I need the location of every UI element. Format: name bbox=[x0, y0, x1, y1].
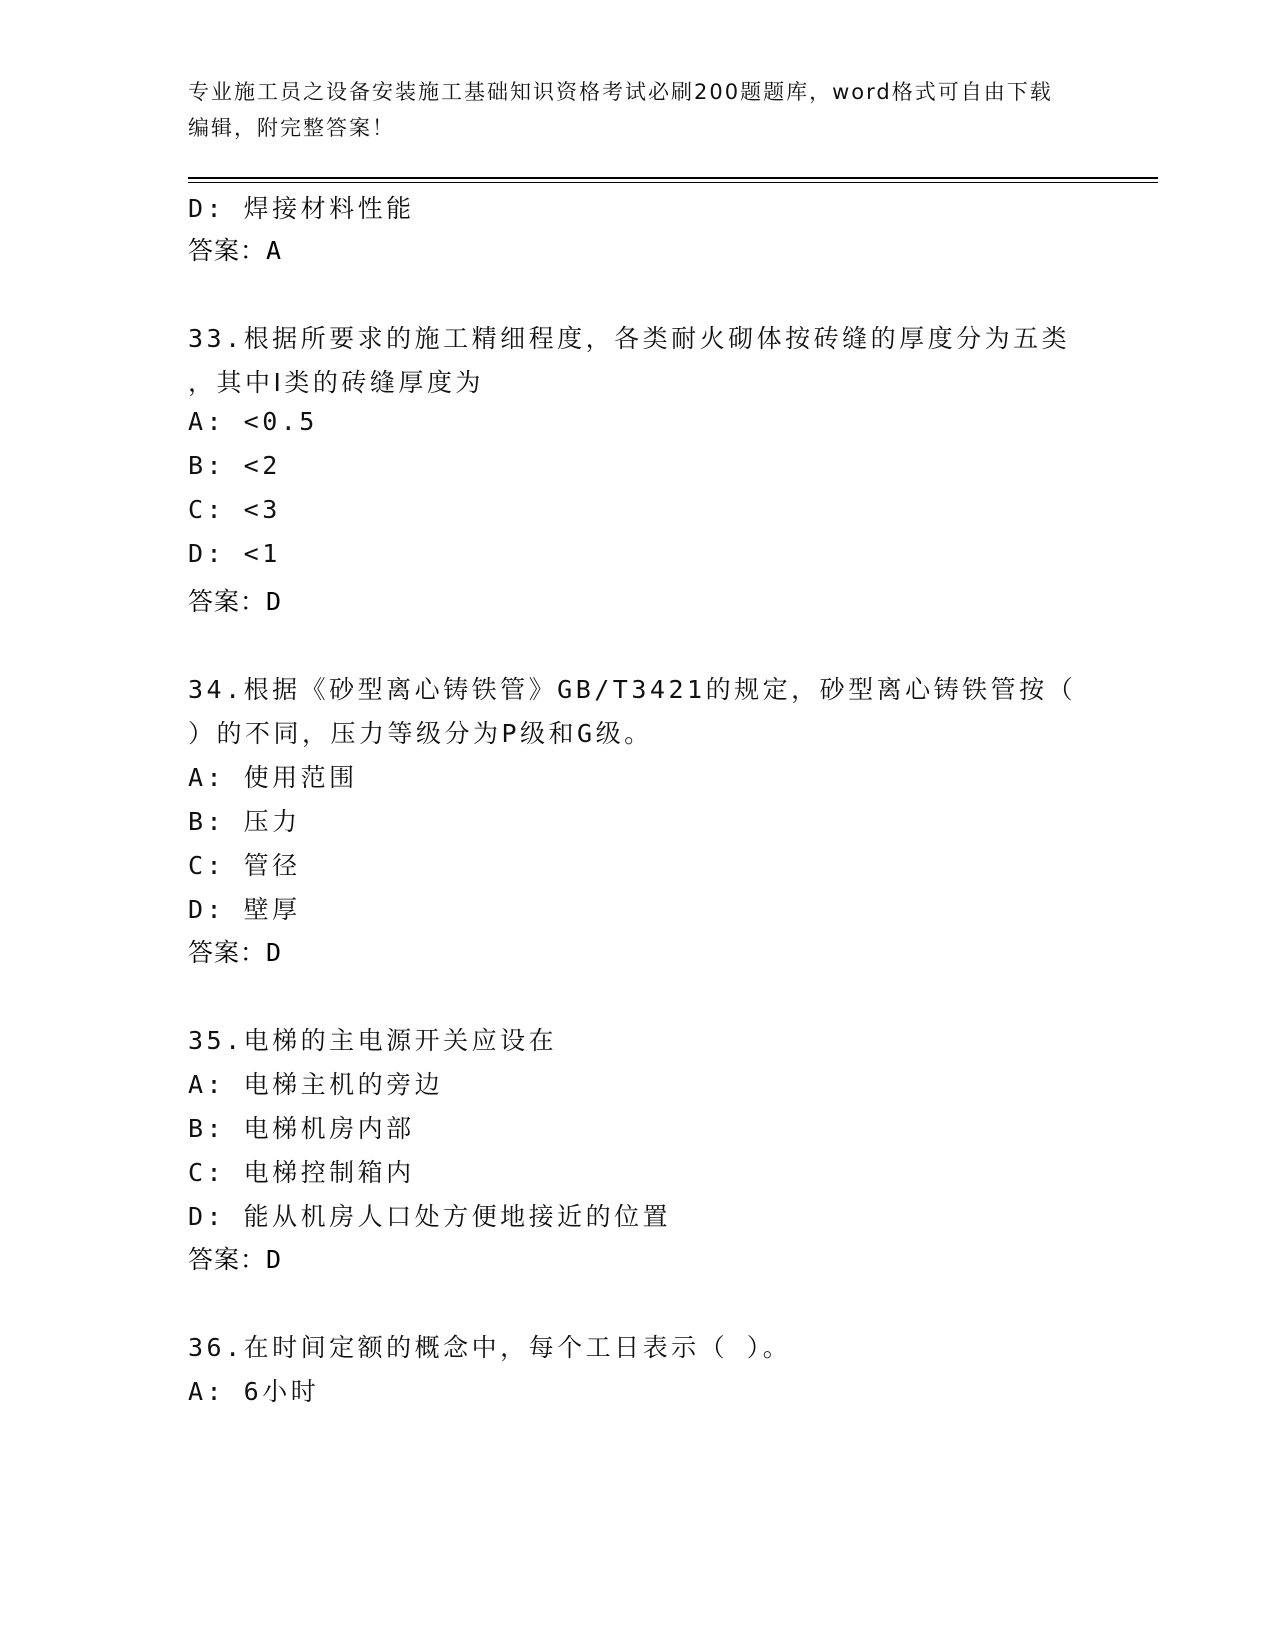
question-35-text: 35.电梯的主电源开关应设在 bbox=[188, 1026, 558, 1055]
answer-value: D bbox=[266, 938, 283, 967]
question-34-text-line-1: 34.根据《砂型离心铸铁管》GB/T3421的规定，砂型离心铸铁管按（ bbox=[188, 675, 1077, 704]
question-33-text-line-1: 33.根据所要求的施工精细程度，各类耐火砌体按砖缝的厚度分为五类 bbox=[188, 324, 1071, 353]
answer-value: A bbox=[266, 236, 283, 265]
header-rule-thick bbox=[188, 177, 1158, 179]
option-d: D: 焊接材料性能 bbox=[188, 194, 415, 223]
answer-label: 答案： bbox=[188, 1245, 267, 1274]
answer-label: 答案： bbox=[188, 938, 267, 967]
answer-line bbox=[188, 1240, 282, 1276]
option-a: A: 6小时 bbox=[188, 1377, 320, 1406]
header-rule-thin bbox=[188, 182, 1158, 183]
option-c: C: 管径 bbox=[188, 851, 301, 880]
answer-line bbox=[188, 231, 282, 267]
option-c: C: <3 bbox=[188, 495, 281, 524]
option-d: D: 壁厚 bbox=[188, 895, 301, 924]
question-33-text-line-2: ，其中Ⅰ类的砖缝厚度为 bbox=[188, 368, 484, 397]
answer-value: D bbox=[266, 1245, 283, 1274]
option-d: D: 能从机房人口处方便地接近的位置 bbox=[188, 1202, 672, 1231]
question-36-text: 36.在时间定额的概念中，每个工日表示（ ）。 bbox=[188, 1333, 792, 1362]
answer-line bbox=[188, 933, 282, 969]
option-a: A: 电梯主机的旁边 bbox=[188, 1070, 444, 1099]
option-d: D: <1 bbox=[188, 539, 281, 568]
answer-label: 答案： bbox=[188, 236, 267, 265]
answer-value: D bbox=[266, 587, 283, 616]
option-b: B: <2 bbox=[188, 451, 281, 480]
answer-line bbox=[188, 582, 282, 618]
question-34-text-line-2: ）的不同，压力等级分为P级和G级。 bbox=[188, 719, 653, 748]
option-c: C: 电梯控制箱内 bbox=[188, 1158, 415, 1187]
page-header: 专业施工员之设备安装施工基础知识资格考试必刷200题题库，word格式可自由下载编辑，附完整答案！ bbox=[188, 80, 1053, 140]
option-b: B: 电梯机房内部 bbox=[188, 1114, 415, 1143]
option-a: A: 使用范围 bbox=[188, 763, 358, 792]
answer-label: 答案： bbox=[188, 587, 267, 616]
option-a: A: <0.5 bbox=[188, 407, 318, 436]
option-b: B: 压力 bbox=[188, 807, 301, 836]
